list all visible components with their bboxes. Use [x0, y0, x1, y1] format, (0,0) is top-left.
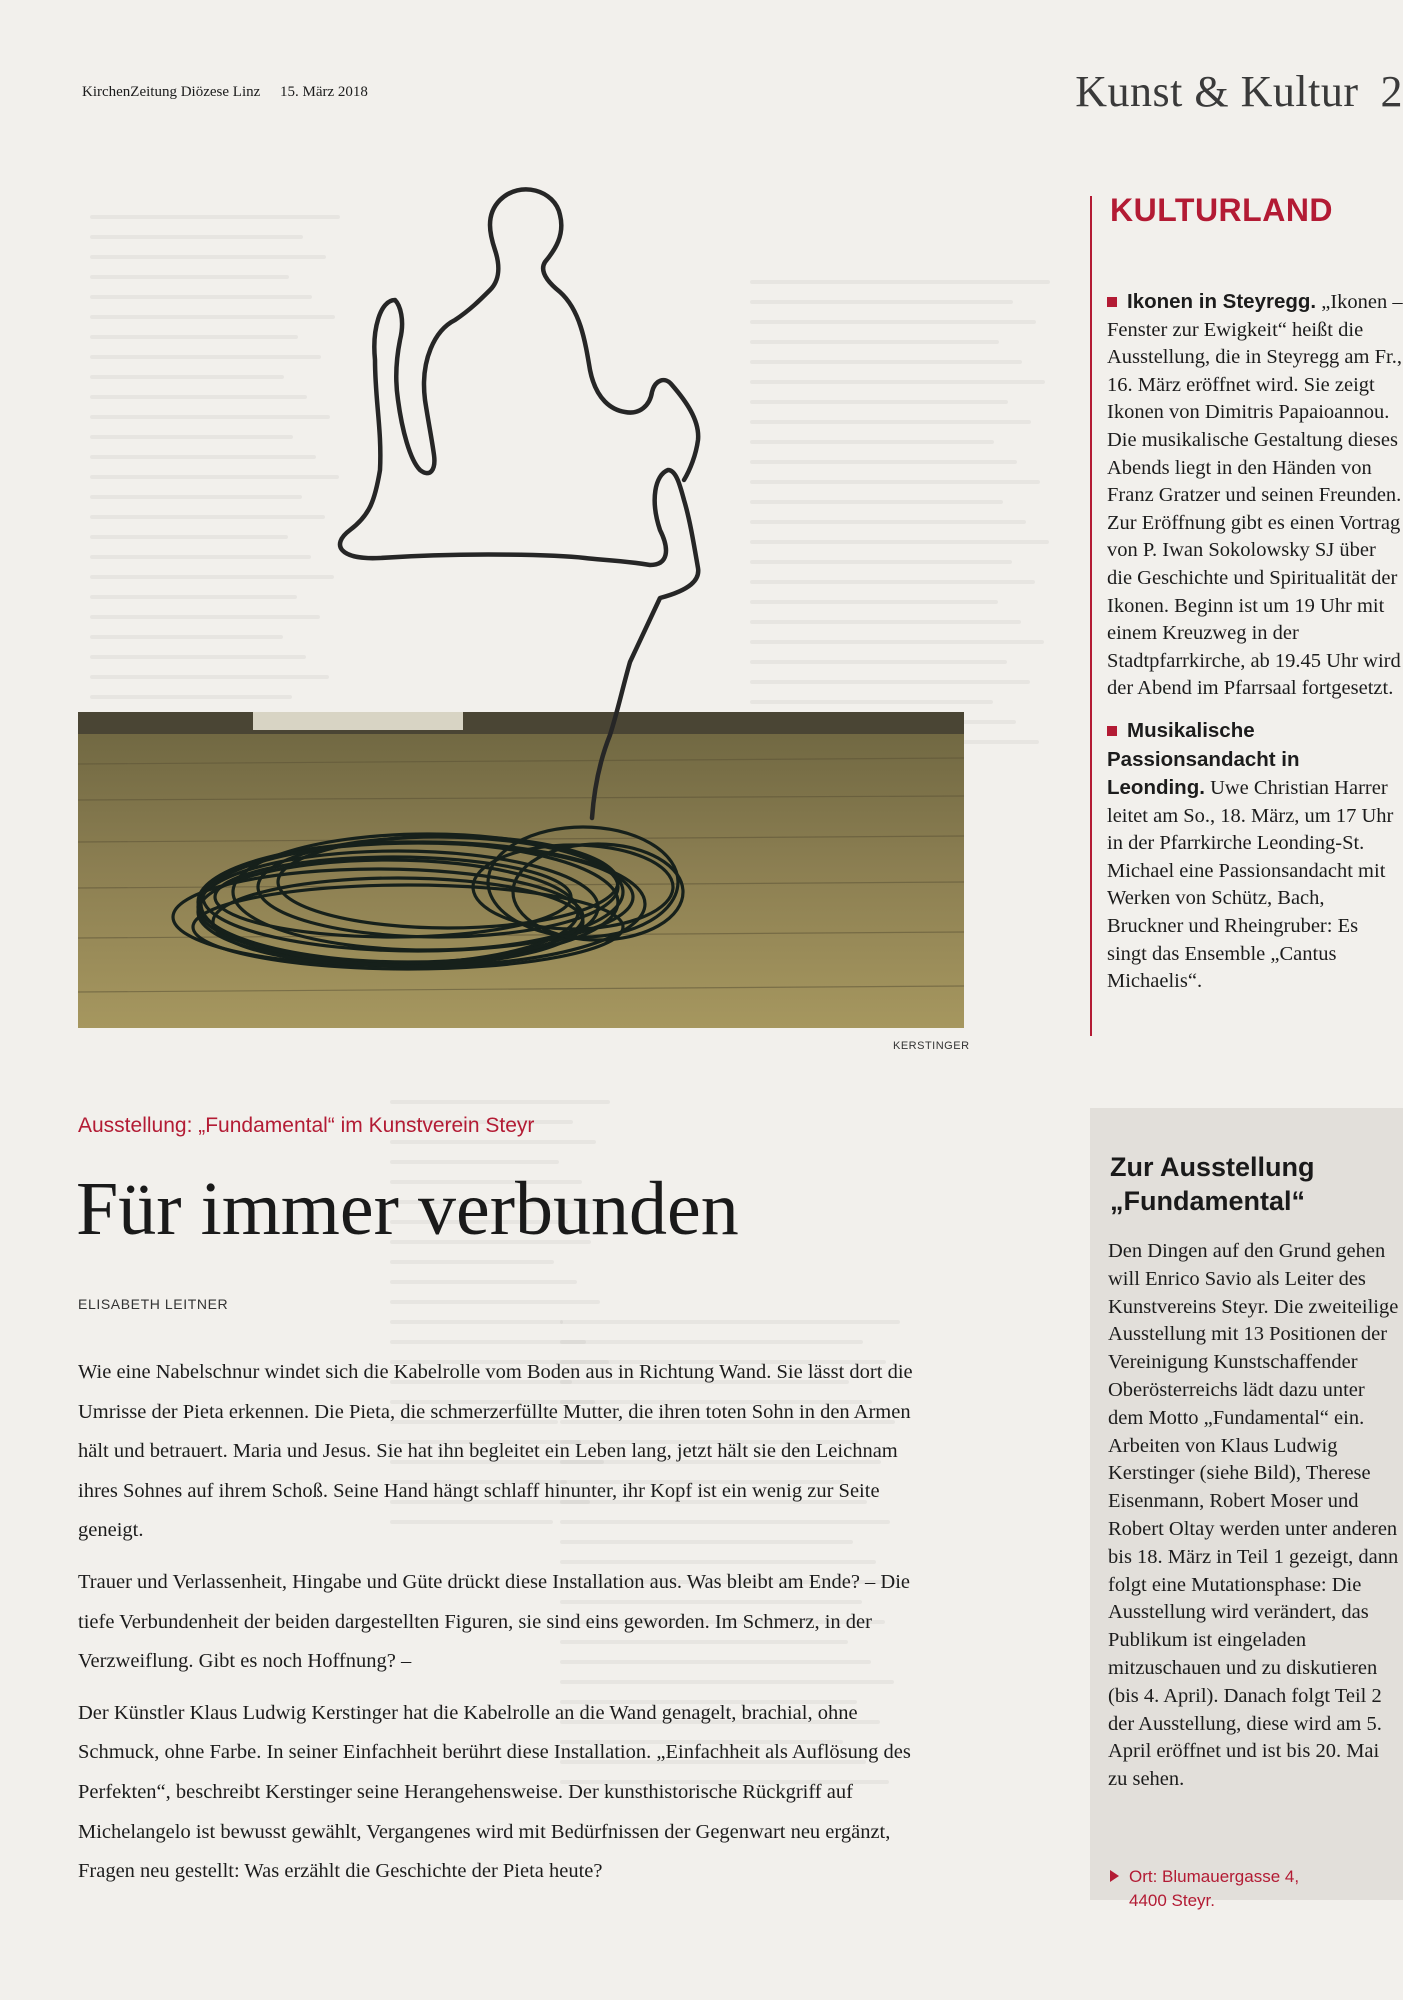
location-line: 4400 Steyr. — [1129, 1891, 1216, 1910]
page-number: 2 — [1380, 67, 1403, 116]
photo-credit: KERSTINGER — [893, 1040, 970, 1052]
article-body — [78, 1353, 936, 1904]
article-paragraph: Der Künstler Klaus Ludwig Kerstinger hat die Kabelrolle an die Wand genagelt, brachial, ohne Schmuck, ohne Farbe. In seiner Einfachheit berührt diese Installation. „Einfachheit als Auflösung des Perfekten“, beschreibt Kerstinger seine Herangehensweise. Der kunsthistorische Rückgriff auf Michelangelo ist bewusst gewählt, Vergangenes wird mit Bedürfnissen der Gegenwart neu ergänzt, Fragen neu gestellt: Was erzählt die Geschichte der Pieta heute? — [78, 1701, 911, 1883]
location-arrow-icon — [1110, 1870, 1119, 1882]
item-lead: Musikalische Passionsandacht in Leonding. — [1107, 718, 1300, 800]
issue-date: 15. März 2018 — [280, 84, 368, 100]
item-lead: Ikonen in Steyregg. — [1127, 290, 1317, 313]
info-box-location — [1110, 1865, 1390, 1913]
article-paragraph: Wie eine Nabelschnur windet sich die Kabelrolle vom Boden aus in Richtung Wand. Sie lässt dort die Umrisse der Pieta erkennen. Die Pieta, die schmerzerfüllte Mutter, die ihren toten Sohn in den Armen hält und betrauert. Maria und Jesus. Sie hat ihn begleitet ein Leben lang, jetzt hält sie den Leichnam ihres Sohnes auf ihrem Schoß. Seine Hand hängt schlaff hinunter, ihr Kopf ist ein wenig zur Seite geneigt. — [78, 1361, 913, 1542]
info-box-title-line: Zur Ausstellung — [1110, 1152, 1315, 1182]
article-kicker: Ausstellung: „Fundamental“ im Kunstverein Steyr — [78, 1114, 535, 1137]
info-box-text: Den Dingen auf den Grund gehen will Enrico Savio als Leiter des Kunstvereins Steyr. Die zweiteilige Ausstellung mit 13 Positionen der Vereinigung Kunstschaffender Oberösterreichs lädt dazu unter dem Motto „Fundamental“ ein. Arbeiten von Klaus Ludwig Kerstinger (siehe Bild), Therese Eisenmann, Robert Moser und Robert Oltay werden unter anderen bis 18. März in Teil 1 gezeigt, dann folgt eine Mutationsphase: Die Ausstellung wird verändert, das Publikum ist eingeladen mitzuschauen und zu diskutieren (bis 4. April). Danach folgt Teil 2 der Ausstellung, diese wird am 5. April eröffnet und ist bis 20. Mai zu sehen. — [1108, 1240, 1399, 1791]
article-paragraph: Trauer und Verlassenheit, Hingabe und Güte drückt diese Installation aus. Was bleibt am Ende? – Die tiefe Verbundenheit der beiden dargestellten Figuren, sie sind eins geworden. Im Schmerz, in der Verzweiflung. Gibt es noch Hoffnung? – — [78, 1570, 911, 1673]
info-box-title-line: „Fundamental“ — [1110, 1186, 1306, 1216]
item-text: „Ikonen – Fenster zur Ewigkeit“ heißt die Ausstellung, die in Steyregg am Fr., 16. März eröffnet wird. Sie zeigt Ikonen von Dimitris Papaioannou. Die musikalische Gestaltung dieses Abends liegt in den Händen von Franz Gratzer und seinen Freunden. Zur Eröffnung gibt es einen Vortrag von P. Iwan Sokolowsky SJ über die Geschichte und Spiritualität der Ikonen. Beginn ist um 19 Uhr mit einem Kreuzweg in der Stadtpfarrkirche, ab 19.45 Uhr wird der Abend im Pfarrsaal fortgesetzt. — [1107, 291, 1403, 700]
article-headline: Für immer verbunden — [76, 1167, 739, 1251]
article-author: ELISABETH LEITNER — [78, 1296, 229, 1312]
section-title: Kunst & Kultur — [1075, 67, 1359, 116]
info-box-title — [1110, 1150, 1315, 1218]
kulturland-heading: KULTURLAND — [1110, 192, 1334, 228]
location-line: Ort: Blumauergasse 4, — [1129, 1867, 1300, 1886]
publication-name: KirchenZeitung Diözese Linz — [82, 84, 261, 100]
item-text: Uwe Christian Harrer leitet am So., 18. März, um 17 Uhr in der Pfarrkirche Leonding-St. Michael eine Passionsandacht mit Werken von Schütz, Bach, Bruckner und Rheingruber: Es singt das Ensemble „Cantus Michaelis“. — [1107, 777, 1394, 993]
